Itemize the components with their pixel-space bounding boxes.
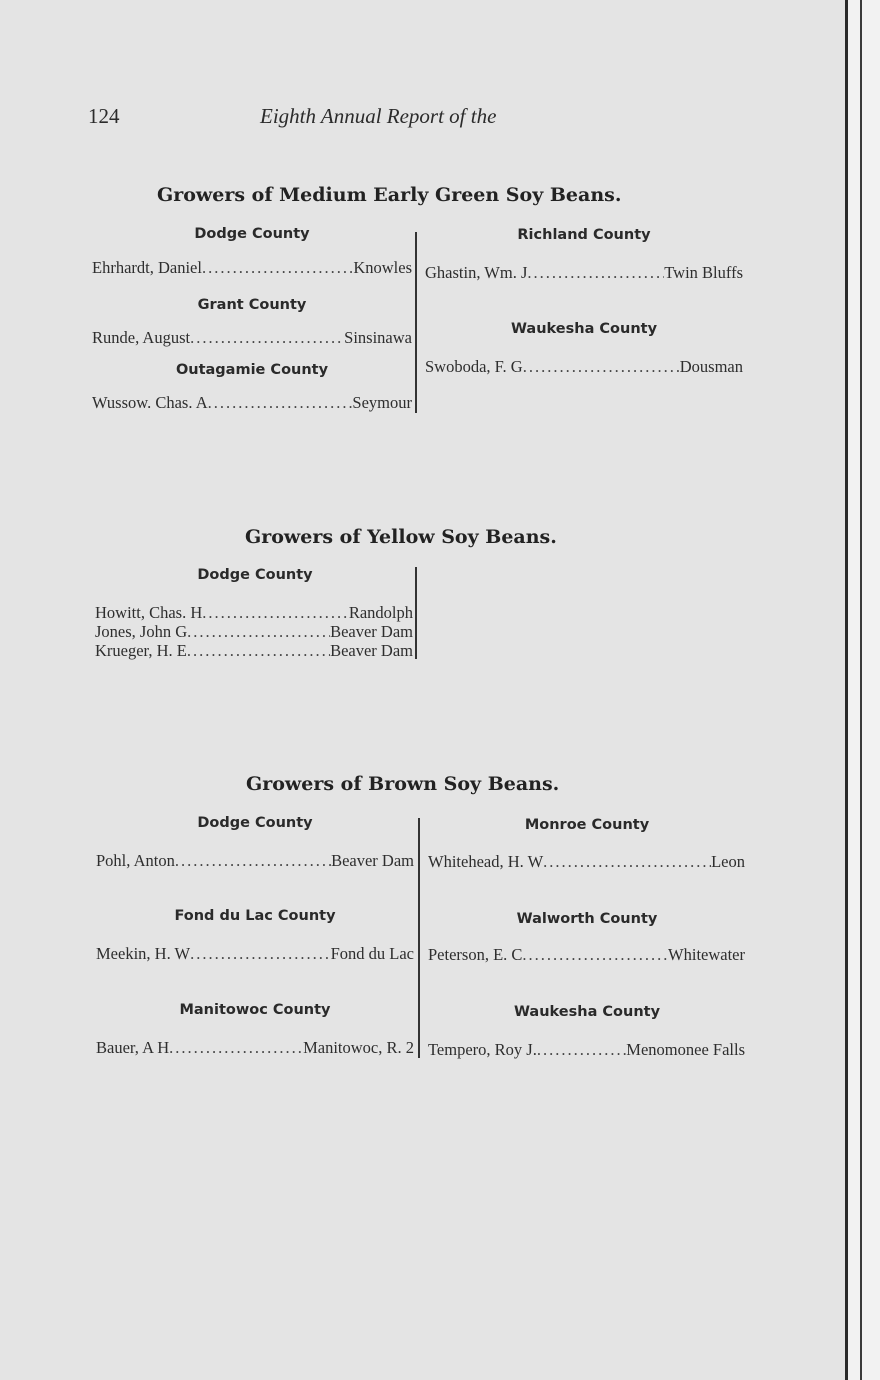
grower-place: Menomonee Falls bbox=[626, 1040, 745, 1059]
county-heading: Dodge County bbox=[194, 226, 310, 242]
dot-leader bbox=[537, 1040, 626, 1060]
grower-entry bbox=[96, 851, 414, 871]
section-title-medium-early-green: Growers of Medium Early Green Soy Beans. bbox=[157, 184, 622, 206]
grower-name: Peterson, E. C bbox=[428, 945, 523, 964]
dot-leader bbox=[190, 944, 331, 964]
column-divider bbox=[415, 232, 417, 413]
grower-entry bbox=[95, 641, 413, 661]
county-heading: Richland County bbox=[517, 227, 651, 243]
county-heading: Outagamie County bbox=[175, 362, 329, 378]
page-edge bbox=[845, 0, 880, 1380]
grower-name: Ehrhardt, Daniel bbox=[92, 258, 202, 277]
dot-leader bbox=[522, 945, 668, 965]
grower-place: Twin Bluffs bbox=[664, 263, 743, 282]
grower-name: Meekin, H. W bbox=[96, 944, 191, 963]
grower-place: Dousman bbox=[679, 357, 743, 376]
grower-entry bbox=[96, 1038, 414, 1058]
grower-place: Randolph bbox=[348, 603, 413, 622]
grower-place: Seymour bbox=[352, 393, 412, 412]
county-heading: Waukesha County bbox=[510, 321, 658, 337]
grower-entry bbox=[92, 258, 412, 278]
county-heading: Waukesha County bbox=[513, 1004, 661, 1020]
grower-place: Beaver Dam bbox=[331, 851, 414, 870]
grower-entry bbox=[425, 357, 743, 377]
county-heading: Grant County bbox=[197, 297, 307, 313]
grower-entry bbox=[92, 328, 412, 348]
grower-place: Sinsinawa bbox=[344, 328, 412, 347]
grower-entry bbox=[95, 622, 413, 642]
grower-entry bbox=[92, 393, 412, 413]
grower-place: Leon bbox=[711, 852, 745, 871]
column-divider bbox=[418, 818, 420, 1058]
grower-place: Manitowoc, R. 2 bbox=[303, 1038, 414, 1057]
grower-place: Knowles bbox=[353, 258, 412, 277]
grower-place: Whitewater bbox=[668, 945, 745, 964]
dot-leader bbox=[202, 258, 353, 278]
column-divider bbox=[415, 567, 417, 659]
grower-name: Wussow. Chas. A bbox=[92, 393, 208, 412]
county-heading: Dodge County bbox=[197, 567, 313, 583]
page-header bbox=[88, 104, 558, 134]
dot-leader bbox=[202, 603, 349, 623]
county-heading: Monroe County bbox=[524, 817, 650, 833]
grower-place: Fond du Lac bbox=[330, 944, 414, 963]
grower-entry bbox=[428, 1040, 745, 1060]
section-title-yellow: Growers of Yellow Soy Beans. bbox=[245, 526, 557, 548]
grower-name: Tempero, Roy J. bbox=[428, 1040, 537, 1059]
dot-leader bbox=[175, 851, 331, 871]
grower-place: Beaver Dam bbox=[330, 622, 413, 641]
section-title-brown: Growers of Brown Soy Beans. bbox=[246, 773, 560, 795]
dot-leader bbox=[187, 622, 330, 642]
grower-entry bbox=[428, 945, 745, 965]
dot-leader bbox=[190, 328, 344, 348]
grower-name: Runde, August bbox=[92, 328, 191, 347]
county-heading: Dodge County bbox=[197, 815, 313, 831]
page-number: 124 bbox=[88, 104, 120, 128]
dot-leader bbox=[208, 393, 353, 413]
grower-name: Whitehead, H. W bbox=[428, 852, 544, 871]
grower-name: Ghastin, Wm. J bbox=[425, 263, 528, 282]
grower-entry bbox=[428, 852, 745, 872]
dot-leader bbox=[169, 1038, 303, 1058]
grower-name: Swoboda, F. G bbox=[425, 357, 523, 376]
grower-name: Jones, John G bbox=[95, 622, 188, 641]
grower-name: Pohl, Anton bbox=[96, 851, 175, 870]
dot-leader bbox=[523, 357, 680, 377]
grower-entry bbox=[96, 944, 414, 964]
grower-place: Beaver Dam bbox=[330, 641, 413, 660]
running-head: Eighth Annual Report of the bbox=[260, 104, 497, 128]
county-heading: Manitowoc County bbox=[179, 1002, 331, 1018]
dot-leader bbox=[543, 852, 711, 872]
grower-entry bbox=[95, 603, 413, 623]
grower-name: Bauer, A H bbox=[96, 1038, 170, 1057]
grower-name: Krueger, H. E bbox=[95, 641, 187, 660]
grower-entry bbox=[425, 263, 743, 283]
county-heading: Walworth County bbox=[516, 911, 658, 927]
grower-name: Howitt, Chas. H bbox=[95, 603, 203, 622]
dot-leader bbox=[187, 641, 330, 661]
county-heading: Fond du Lac County bbox=[174, 908, 336, 924]
dot-leader bbox=[527, 263, 664, 283]
